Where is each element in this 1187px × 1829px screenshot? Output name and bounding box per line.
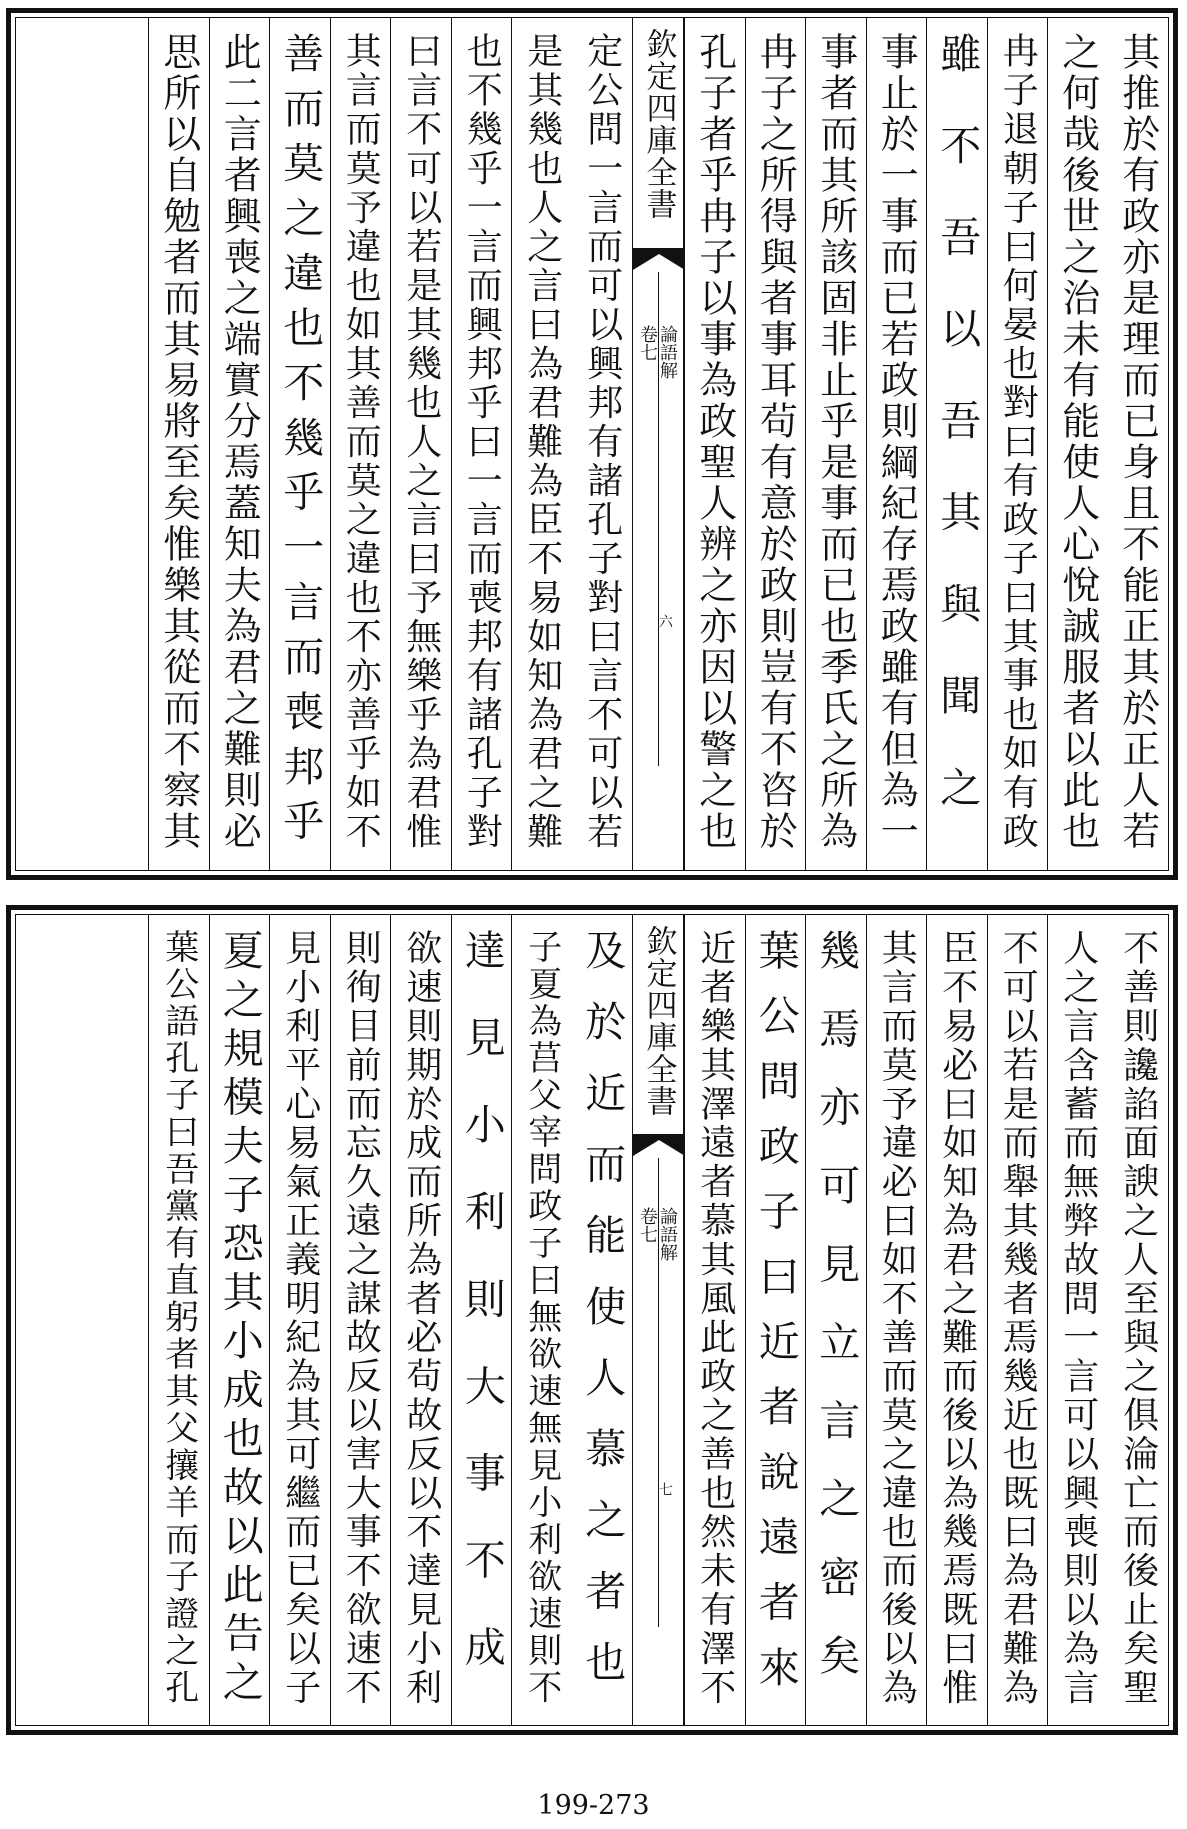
column-text: 葉公語孔子曰吾黨有直躬者其父攘羊而子證之孔 xyxy=(158,929,199,1707)
text-column xyxy=(148,18,209,870)
upper-page xyxy=(6,8,1178,880)
text-column xyxy=(269,915,330,1725)
text-column xyxy=(511,915,572,1725)
book-name: 論語解 xyxy=(657,324,678,379)
text-column xyxy=(390,18,451,870)
library-title-text: 欽定四庫全書 xyxy=(640,925,677,1117)
library-title xyxy=(633,28,683,220)
center-header-strip xyxy=(632,18,684,870)
column-text: 是其幾也人之言曰為君難為臣不易如知為君之難 xyxy=(521,32,563,852)
lower-page-frame xyxy=(15,914,1169,1726)
text-column xyxy=(926,18,987,870)
text-column xyxy=(451,915,512,1725)
text-column xyxy=(390,915,451,1725)
text-column xyxy=(330,18,391,870)
column-text: 近者樂其澤遠者慕其風此政之善也然未有澤不 xyxy=(694,929,736,1707)
column-text: 不可以若是而舉其幾者焉幾近也既曰為君難為 xyxy=(997,929,1039,1707)
library-title xyxy=(633,925,683,1117)
text-column xyxy=(511,18,572,870)
text-column xyxy=(745,18,806,870)
book-name: 論語解 xyxy=(657,1206,678,1261)
column-text: 欲速則期於成而所為者必茍故反以不達見小利 xyxy=(400,929,442,1707)
column-text: 其推於有政亦是理而已身且不能正其於正人若 xyxy=(1115,32,1160,852)
volume-number: 卷七 xyxy=(637,324,658,361)
leaf-number: 七 xyxy=(657,1482,673,1496)
text-column xyxy=(269,18,330,870)
column-text: 冉子之所得與者事耳茍有意於政則豈有不咨於 xyxy=(753,32,798,852)
volume-number: 卷七 xyxy=(637,1206,658,1243)
text-column xyxy=(1047,915,1108,1725)
text-column xyxy=(987,18,1048,870)
text-column xyxy=(684,18,745,870)
text-column xyxy=(866,915,927,1725)
column-text: 雖不吾以吾其與聞之 xyxy=(933,32,982,858)
text-column xyxy=(684,915,745,1725)
column-text: 子夏為莒父宰問政子曰無欲速無見小利欲速則不 xyxy=(521,929,562,1707)
text-column xyxy=(805,915,866,1725)
book-title xyxy=(638,325,676,379)
column-text: 則徇目前而忘久遠之謀故反以害大事不欲速不 xyxy=(340,929,382,1707)
column-text: 及於近而能使人慕之者也 xyxy=(578,929,627,1712)
column-text: 其言而莫予違必曰如不善而莫之違也而後以為 xyxy=(876,929,918,1707)
column-text: 曰言不可以若是其幾也人之言曰予無樂乎為君惟 xyxy=(400,32,442,852)
text-column xyxy=(987,915,1048,1725)
leaf-number: 六 xyxy=(657,614,673,629)
text-column xyxy=(1108,18,1169,870)
fish-tail-ornament xyxy=(633,1134,685,1156)
column-text: 冉子退朝子曰何晏也對曰有政子曰其事也如有政 xyxy=(997,32,1039,852)
text-column xyxy=(572,18,633,870)
book-title xyxy=(638,1207,676,1261)
column-text: 思所以自勉者而其易將至矣惟樂其從而不察其 xyxy=(156,32,201,852)
column-text: 事止於一事而已若政則綱紀存焉政雖有但為一 xyxy=(874,32,919,852)
upper-page-frame xyxy=(15,17,1169,871)
column-text: 其言而莫予違也如其善而莫之違也不亦善乎如不 xyxy=(340,32,382,852)
column-text: 人之言含蓄而無弊故問一言可以興喪則以為言 xyxy=(1057,929,1099,1707)
column-text: 定公問一言而可以興邦有諸孔子對曰言不可以若 xyxy=(581,32,623,852)
lower-page xyxy=(6,905,1178,1735)
text-column xyxy=(148,915,209,1725)
column-text: 此二言者興喪之端實分焉蓋知夫為君之難則必 xyxy=(217,32,262,852)
column-text: 不善則讒諂面諛之人至與之俱淪亡而後止矣聖 xyxy=(1117,929,1159,1707)
library-title-text: 欽定四庫全書 xyxy=(640,28,677,220)
column-text: 葉公問政子曰近者說遠者來 xyxy=(751,929,800,1711)
column-text: 之何哉後世之治未有能使人心悅誠服者以此也 xyxy=(1055,32,1100,852)
text-column xyxy=(572,915,633,1725)
column-text: 事者而其所該固非止乎是事而已也季氏之所為 xyxy=(813,32,858,852)
column-text: 臣不易必曰如知為君之難而後以為幾焉既曰惟 xyxy=(936,929,978,1707)
center-header-strip xyxy=(632,915,684,1725)
column-text: 善而莫之違也不幾乎一言而喪邦乎 xyxy=(276,32,325,855)
column-text: 幾焉亦可見立言之密矣 xyxy=(812,929,861,1712)
column-text: 達見小利則大事不成 xyxy=(457,929,506,1713)
column-text: 也不幾乎一言而興邦乎曰一言而喪邦有諸孔子對 xyxy=(461,32,503,852)
text-column xyxy=(745,915,806,1725)
text-column xyxy=(330,915,391,1725)
text-column xyxy=(1108,915,1169,1725)
text-column xyxy=(926,915,987,1725)
text-column xyxy=(866,18,927,870)
text-column xyxy=(451,18,512,870)
column-text: 見小利平心易氣正義明紀為其可繼而已矣以子 xyxy=(279,929,321,1707)
fish-tail-ornament xyxy=(633,248,685,270)
text-column xyxy=(805,18,866,870)
text-column xyxy=(209,915,270,1725)
column-text: 夏之規模夫子恐其小成也故以此告之 xyxy=(215,929,264,1709)
page-code: 199-273 xyxy=(537,1790,650,1821)
text-column xyxy=(1047,18,1108,870)
column-text: 孔子者乎冉子以事為政聖人辨之亦因以警之也 xyxy=(692,32,737,852)
text-column xyxy=(209,18,270,870)
